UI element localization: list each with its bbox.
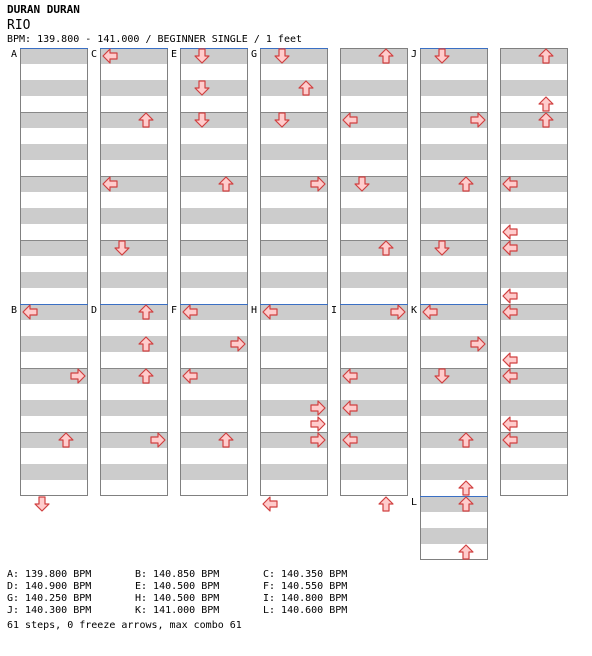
step-arrow-right-icon [311, 417, 325, 431]
beat-stripe [340, 208, 408, 224]
beat-stripe [20, 336, 88, 352]
beat-stripe [100, 464, 168, 480]
beat-stripe [420, 272, 488, 288]
step-arrow-up-icon [539, 97, 553, 111]
beat-stripe [260, 208, 328, 224]
beat-stripe [180, 144, 248, 160]
beat-stripe [340, 80, 408, 96]
beat-stripe [260, 144, 328, 160]
bpm-legend-entry: D: 140.900 BPM [7, 581, 92, 592]
beat-stripe [500, 80, 568, 96]
beat-stripe [260, 272, 328, 288]
beat-stripe [500, 272, 568, 288]
bpm-legend-entry: A: 139.800 BPM [7, 569, 92, 580]
bpm-marker-label: C [91, 49, 98, 60]
beat-stripe [500, 336, 568, 352]
beat-stripe [20, 464, 88, 480]
beat-stripe [500, 144, 568, 160]
beat-stripe [180, 400, 248, 416]
bpm-legend-entry: C: 140.350 BPM [263, 569, 348, 580]
beat-stripe [20, 176, 88, 192]
beat-stripe [100, 304, 168, 320]
beat-stripe [260, 48, 328, 64]
beat-stripe [180, 272, 248, 288]
beat-stripe [420, 464, 488, 480]
beat-stripe [180, 240, 248, 256]
beat-stripe [100, 240, 168, 256]
bpm-legend-entry: J: 140.300 BPM [7, 605, 92, 616]
beat-stripe [180, 432, 248, 448]
beat-stripe [20, 112, 88, 128]
bpm-legend-entry: E: 140.500 BPM [135, 581, 220, 592]
step-arrow-left-icon [263, 497, 277, 511]
beat-stripe [180, 80, 248, 96]
bpm-marker-label: E [171, 49, 178, 60]
beat-stripe [420, 208, 488, 224]
beat-stripe [100, 368, 168, 384]
beat-stripe [420, 240, 488, 256]
step-arrow-left-icon [503, 225, 517, 239]
beat-stripe [340, 144, 408, 160]
beat-stripe [180, 48, 248, 64]
beat-stripe [420, 400, 488, 416]
beat-stripe [20, 144, 88, 160]
beat-stripe [20, 208, 88, 224]
beat-stripe [100, 272, 168, 288]
beat-stripe [420, 528, 488, 544]
beat-stripe [340, 464, 408, 480]
beat-stripe [180, 208, 248, 224]
step-arrow-left-icon [503, 417, 517, 431]
beat-stripe [20, 400, 88, 416]
beat-stripe [420, 80, 488, 96]
bpm-legend-entry: H: 140.500 BPM [135, 593, 220, 604]
beat-stripe [260, 464, 328, 480]
step-summary: 61 steps, 0 freeze arrows, max combo 61 [7, 620, 242, 631]
beat-stripe [500, 464, 568, 480]
bpm-marker-label: I [331, 305, 338, 316]
beat-stripe [260, 368, 328, 384]
bpm-legend-entry: I: 140.800 BPM [263, 593, 348, 604]
beat-stripe [420, 144, 488, 160]
beat-stripe [260, 336, 328, 352]
step-arrow-up-icon [379, 497, 393, 511]
step-arrow-left-icon [503, 353, 517, 367]
beat-stripe [20, 240, 88, 256]
beat-stripe [20, 48, 88, 64]
bpm-marker-label: H [251, 305, 258, 316]
beat-stripe [340, 48, 408, 64]
beat-stripe [500, 48, 568, 64]
beat-stripe [420, 432, 488, 448]
bpm-legend-entry: L: 140.600 BPM [263, 605, 348, 616]
beat-stripe [100, 208, 168, 224]
beat-stripe [340, 240, 408, 256]
bpm-marker-label: J [411, 49, 418, 60]
beat-stripe [100, 80, 168, 96]
beat-stripe [420, 48, 488, 64]
beat-stripe [500, 208, 568, 224]
bpm-legend-entry: K: 141.000 BPM [135, 605, 220, 616]
beat-stripe [20, 80, 88, 96]
song-title: RIO [7, 18, 31, 33]
beat-stripe [100, 112, 168, 128]
beat-stripe [20, 432, 88, 448]
step-arrow-up-icon [459, 481, 473, 495]
beat-stripe [420, 368, 488, 384]
beat-stripe [500, 400, 568, 416]
beat-stripe [340, 272, 408, 288]
bpm-marker-label: K [411, 305, 418, 316]
bpm-marker-label: A [11, 49, 18, 60]
bpm-legend-entry: G: 140.250 BPM [7, 593, 92, 604]
beat-stripe [500, 112, 568, 128]
bpm-marker-label: L [411, 497, 418, 508]
bpm-marker-label: D [91, 305, 98, 316]
beat-stripe [420, 496, 488, 512]
bpm-marker-label: B [11, 305, 18, 316]
beat-stripe [180, 112, 248, 128]
bpm-legend-entry: B: 140.850 BPM [135, 569, 220, 580]
bpm-legend-entry: F: 140.550 BPM [263, 581, 348, 592]
beat-stripe [340, 176, 408, 192]
beat-stripe [260, 112, 328, 128]
bpm-marker-label: G [251, 49, 258, 60]
beat-stripe [180, 464, 248, 480]
artist-name: DURAN DURAN [7, 3, 80, 16]
bpm-marker-label: F [171, 305, 178, 316]
chart-info: BPM: 139.800 - 141.000 / BEGINNER SINGLE / 1 feet [7, 34, 303, 45]
step-arrow-up-icon [459, 545, 473, 559]
beat-stripe [260, 240, 328, 256]
beat-stripe [100, 336, 168, 352]
beat-stripe [420, 176, 488, 192]
beat-stripe [260, 80, 328, 96]
beat-stripe [100, 144, 168, 160]
beat-stripe [20, 272, 88, 288]
beat-stripe [180, 176, 248, 192]
beat-stripe [100, 400, 168, 416]
beat-stripe [340, 336, 408, 352]
step-arrow-left-icon [503, 289, 517, 303]
step-arrow-down-icon [35, 497, 49, 511]
